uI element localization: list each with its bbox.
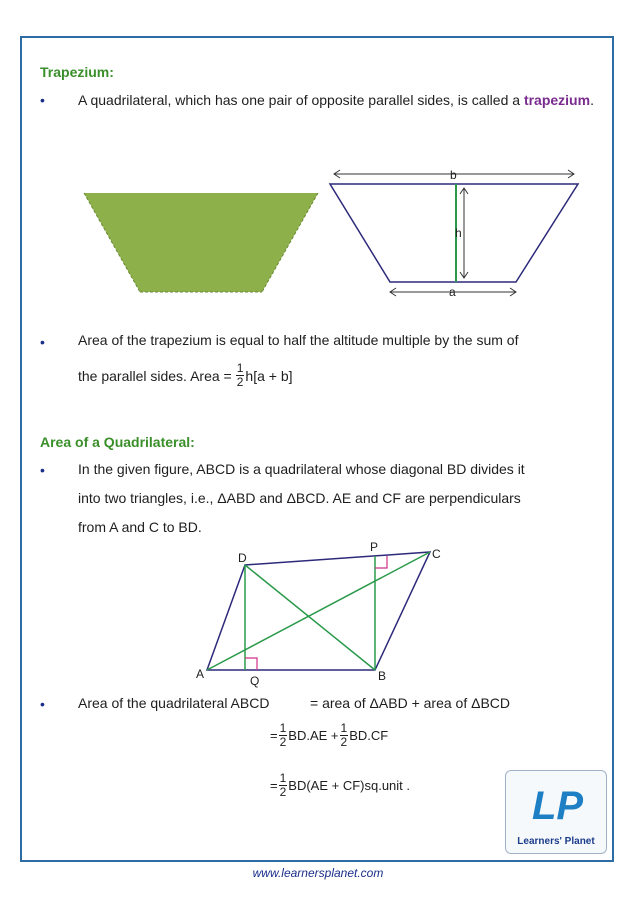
learners-planet-logo [505, 770, 607, 854]
bullet-icon: • [40, 334, 45, 350]
diagonal-ac [207, 552, 430, 670]
bullet-icon: • [40, 92, 45, 108]
label-d-point: D [238, 551, 247, 565]
label-h: h [455, 226, 462, 240]
trapezium-area-formula [78, 362, 293, 389]
area-line-label: Area of the quadrilateral ABCD [78, 695, 270, 711]
eq3-term: BD(AE + CF)sq.unit . [288, 778, 411, 793]
diagonal-bd [245, 565, 375, 670]
half-fraction [236, 362, 245, 389]
definition-text: A quadrilateral, which has one pair of opposite parallel sides, is called a [78, 92, 521, 108]
label-a: a [449, 285, 456, 299]
bullet-icon: • [40, 696, 45, 712]
footer-url[interactable]: www.learnersplanet.com [252, 866, 384, 880]
quadrilateral-figure [0, 538, 636, 688]
trapezium-definition [78, 86, 600, 115]
frac-den: 2 [340, 735, 348, 749]
eq2-frac-1 [279, 722, 288, 749]
frac-num: 1 [279, 721, 287, 735]
quadrilateral-text-line1: In the given figure, ABCD is a quadrilateral whose diagonal BD divides it [78, 461, 525, 477]
right-angle-q [245, 658, 257, 670]
quadrilateral-text-line2: into two triangles, i.e., ΔABD and ΔBCD. AE and CF are perpendiculars [78, 490, 521, 506]
eq2-term-a: BD.AE + [288, 728, 339, 743]
filled-trapezium [84, 193, 318, 292]
eq2-equals: = [270, 728, 278, 743]
quadrilateral-text-line3: from A and C to BD. [78, 519, 202, 535]
label-a-point: A [196, 667, 205, 681]
frac-num: 1 [279, 771, 287, 785]
frac-num: 1 [340, 721, 348, 735]
formula-prefix: the parallel sides. Area = [78, 367, 232, 384]
area-equation-2 [270, 722, 388, 749]
label-b: b [450, 168, 457, 182]
eq2-frac-2 [340, 722, 349, 749]
formula-expression: h[a + b] [245, 367, 293, 384]
eq3-equals: = [270, 778, 278, 793]
label-p-point: P [370, 540, 379, 554]
trapezium-heading: Trapezium: [40, 64, 114, 80]
trapezium-area-text: Area of the trapezium is equal to half the altitude multiple by the sum of [78, 332, 519, 348]
quadrilateral-heading: Area of a Quadrilateral: [40, 434, 195, 450]
frac-num: 1 [236, 361, 244, 375]
frac-den: 2 [279, 735, 287, 749]
definition-term: trapezium [523, 92, 591, 108]
frac-den: 2 [236, 375, 244, 389]
area-equation-3 [270, 772, 410, 799]
eq2-term-b: BD.CF [349, 728, 389, 743]
eq3-frac [279, 772, 288, 799]
definition-end: . [590, 92, 594, 108]
svg-text:LP: LP [532, 784, 584, 828]
right-angle-p [375, 556, 387, 568]
logo-text: Learners' Planet [517, 836, 595, 847]
frac-den: 2 [279, 785, 287, 799]
label-c-point: C [432, 547, 441, 561]
label-b-point: B [378, 669, 387, 683]
label-q-point: Q [250, 674, 260, 688]
bullet-icon: • [40, 462, 45, 478]
lp-logo-mark [506, 771, 606, 833]
outline-trapezium [330, 184, 578, 282]
trapezium-figures [0, 160, 636, 310]
area-line-rhs: = area of ΔABD + area of ΔBCD [310, 695, 511, 711]
